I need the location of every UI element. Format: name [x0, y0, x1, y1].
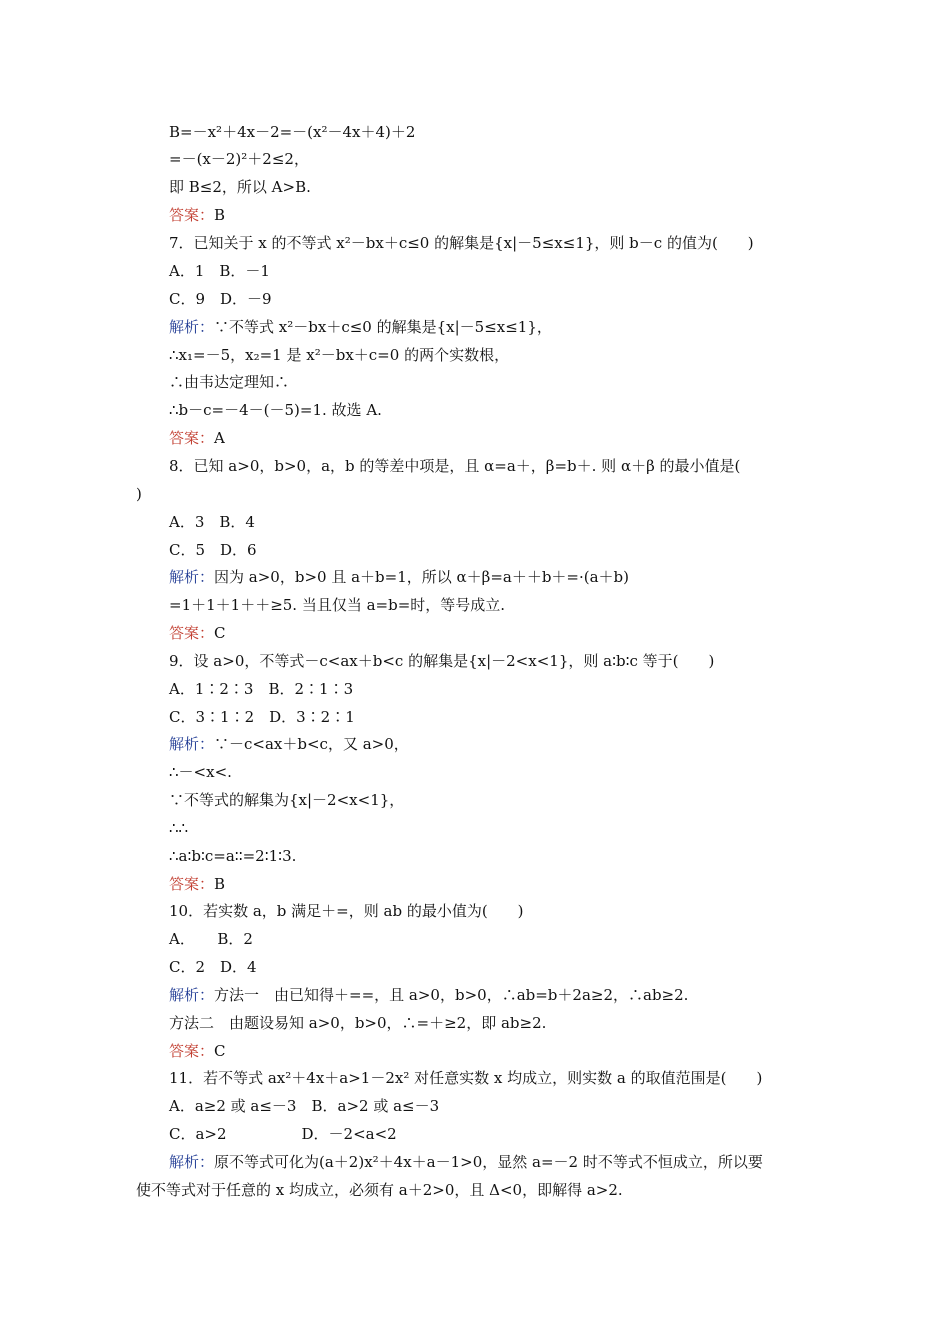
analysis-label: 解析： — [169, 986, 215, 1004]
answer-line — [169, 1041, 226, 1061]
question-11-stem: 11．若不等式 ax²＋4x＋a>1－2x² 对任意实数 x 均成立，则实数 a 的取值范围是( ) — [169, 1069, 763, 1087]
analysis-line — [169, 734, 409, 754]
answer-label: 答案： — [169, 875, 215, 893]
analysis-label: 解析： — [169, 735, 215, 753]
answer-line — [169, 205, 225, 225]
answer-value: B — [214, 206, 226, 224]
analysis-line — [169, 1152, 763, 1172]
question-8-stem-wrap: ) — [136, 485, 142, 503]
answer-line — [169, 874, 225, 894]
answer-label: 答案： — [169, 206, 215, 224]
question-8-options: A．3 B．4 — [169, 513, 255, 531]
solution-line: 即 B≤2，所以 A>B. — [169, 178, 311, 196]
question-7-options: A．1 B．－1 — [169, 262, 270, 280]
analysis-text: 原不等式可化为(a＋2)x²＋4x＋a－1>0，显然 a=－2 时不等式不恒成立，所以要 — [214, 1153, 763, 1171]
analysis-label: 解析： — [169, 1153, 215, 1171]
solution-line: ∴－<x<. — [169, 763, 232, 781]
analysis-text: 因为 a>0，b>0 且 a＋b=1，所以 α＋β=a＋＋b＋=·(a＋b) — [214, 568, 630, 586]
analysis-text: 方法一 由已知得＋==，且 a>0，b>0，∴ab=b＋2a≥2，∴ab≥2. — [214, 986, 689, 1004]
question-7-options: C．9 D．－9 — [169, 290, 272, 308]
answer-value: C — [214, 1042, 226, 1060]
analysis-line — [169, 985, 688, 1005]
solution-line: 方法二 由题设易知 a>0，b>0，∴=＋≥2，即 ab≥2. — [169, 1014, 547, 1032]
question-11-options: A．a≥2 或 a≤－3 B．a>2 或 a≤－3 — [169, 1097, 440, 1115]
question-10-options: A． B．2 — [169, 930, 253, 948]
analysis-label: 解析： — [169, 568, 215, 586]
answer-value: C — [214, 624, 226, 642]
answer-value: B — [214, 875, 226, 893]
question-9-stem: 9．设 a>0，不等式－c<ax＋b<c 的解集是{x|－2<x<1}，则 a∶b∶c 等于( ) — [169, 652, 715, 670]
solution-line: ∴∴ — [169, 819, 189, 837]
answer-label: 答案： — [169, 1042, 215, 1060]
analysis-line-wrap: 使不等式对于任意的 x 均成立，必须有 a＋2>0，且 Δ<0，即解得 a>2. — [136, 1181, 623, 1199]
solution-line: =－(x－2)²＋2≤2， — [169, 150, 309, 168]
solution-line: B=－x²＋4x－2=－(x²－4x＋4)＋2 — [169, 123, 416, 141]
question-8-stem: 8．已知 a>0，b>0，a，b 的等差中项是，且 α=a＋，β=b＋. 则 α＋β 的最小值是( — [169, 457, 741, 475]
question-10-options: C．2 D．4 — [169, 958, 257, 976]
question-11-options: C．a>2 D．－2<a<2 — [169, 1125, 397, 1143]
analysis-text: ∵－c<ax＋b<c，又 a>0， — [214, 735, 409, 753]
answer-label: 答案： — [169, 624, 215, 642]
solution-line: =1＋1＋1＋＋≥5. 当且仅当 a=b=时，等号成立. — [169, 596, 506, 614]
answer-value: A — [214, 429, 225, 447]
analysis-text: ∵不等式 x²－bx＋c≤0 的解集是{x|－5≤x≤1}， — [214, 318, 552, 336]
answer-line — [169, 623, 226, 643]
question-7-stem: 7．已知关于 x 的不等式 x²－bx＋c≤0 的解集是{x|－5≤x≤1}，则 b－c 的值为( ) — [169, 234, 754, 252]
question-10-stem: 10．若实数 a，b 满足＋=，则 ab 的最小值为( ) — [169, 902, 524, 920]
solution-line: ∴b－c=－4－(－5)=1. 故选 A. — [169, 401, 382, 419]
analysis-label: 解析： — [169, 318, 215, 336]
solution-line: ∵不等式的解集为{x|－2<x<1}， — [169, 791, 405, 809]
solution-line: ∴x₁=－5，x₂=1 是 x²－bx＋c=0 的两个实数根， — [169, 346, 510, 364]
question-8-options: C．5 D．6 — [169, 541, 257, 559]
solution-line: ∴由韦达定理知∴ — [169, 373, 290, 391]
analysis-line — [169, 567, 629, 587]
question-9-options: C．3∶1∶2 D．3∶2∶1 — [169, 708, 355, 726]
solution-line: ∴a∶b∶c=a∶∶=2∶1∶3. — [169, 847, 297, 865]
question-9-options: A．1∶2∶3 B．2∶1∶3 — [169, 680, 354, 698]
analysis-line — [169, 317, 552, 337]
answer-label: 答案： — [169, 429, 215, 447]
answer-line — [169, 428, 225, 448]
